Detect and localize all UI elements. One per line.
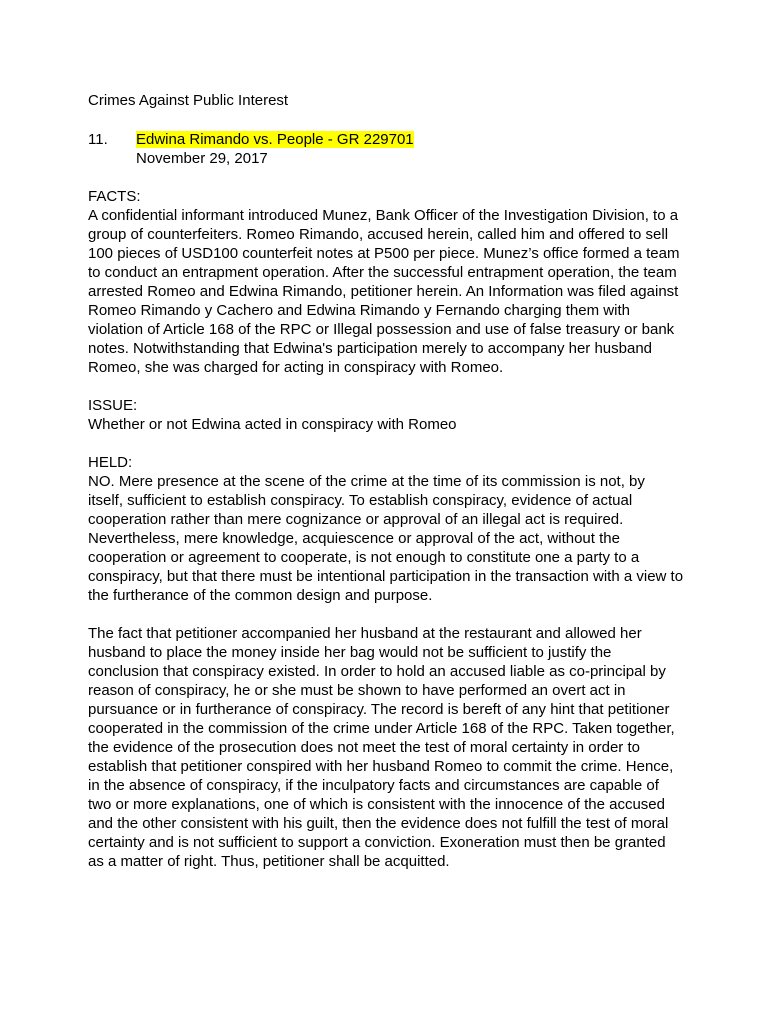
held-paragraph: NO. Mere presence at the scene of the crime at the time of its commission is not, by itself, sufficient to establish conspiracy. To establish conspiracy, evidence of actual cooperation rather than mere cognizance or approval of an illegal act is required. Nevertheless, mere knowledge, acquiescence or approval of the act, without the cooperation or agreement to cooperate, is not enough to constitute one a party to a conspiracy, but that there must be intentional participation in the transaction with a view to the furtherance of the common design and purpose. [88, 473, 684, 604]
facts-heading: FACTS: [88, 188, 141, 205]
facts-section [88, 187, 684, 377]
facts-text: A confidential informant introduced Munez, Bank Officer of the Investigation Division, to a group of counterfeiters. Romeo Rimando, accused herein, called him and offered to sell 100 pieces of USD100 counterfeit notes at P500 per piece. Munez’s office formed a team to conduct an entrapment operation. After the successful entrapment operation, the team arrested Romeo and Edwina Rimando, petitioner herein. An Information was filed against Romeo Rimando y Cachero and Edwina Rimando y Fernando charging them with violation of Article 168 of the RPC or Illegal possession and use of false treasury or bank notes. Notwithstanding that Edwina's participation merely to accompany her husband Romeo, she was charged for acting in conspiracy with Romeo. [88, 207, 680, 376]
case-heading [88, 130, 684, 168]
issue-heading: ISSUE: [88, 397, 138, 414]
case-details [136, 130, 684, 168]
held-heading: HELD: [88, 454, 133, 471]
issue-section [88, 396, 684, 434]
issue-text: Whether or not Edwina acted in conspiracy with Romeo [88, 416, 457, 433]
case-number: 11. [88, 131, 108, 148]
held-paragraph: The fact that petitioner accompanied her husband at the restaurant and allowed her husband to place the money inside her bag would not be sufficient to justify the conclusion that conspiracy existed. In order to hold an accused liable as co-principal by reason of conspiracy, he or she must be shown to have performed an overt act in pursuance or in furtherance of conspiracy. The record is bereft of any hint that petitioner cooperated in the commission of the crime under Article 168 of the RPC. Taken together, the evidence of the prosecution does not meet the test of moral certainty in order to establish that petitioner conspired with her husband Romeo to commit the crime. Hence, in the absence of conspiracy, if the inculpatory facts and circumstances are capable of two or more explanations, one of which is consistent with the innocence of the accused and the other consistent with his guilt, then the evidence does not fulfill the test of moral certainty and is not sufficient to support a conviction. Exoneration must then be granted as a matter of right. Thus, petitioner shall be acquitted. [88, 625, 675, 870]
held-section [88, 453, 684, 871]
document-page [88, 91, 684, 871]
case-name-highlighted: Edwina Rimando vs. People - GR 229701 [136, 131, 414, 148]
document-title: Crimes Against Public Interest [88, 92, 289, 109]
case-date: November 29, 2017 [136, 150, 268, 167]
